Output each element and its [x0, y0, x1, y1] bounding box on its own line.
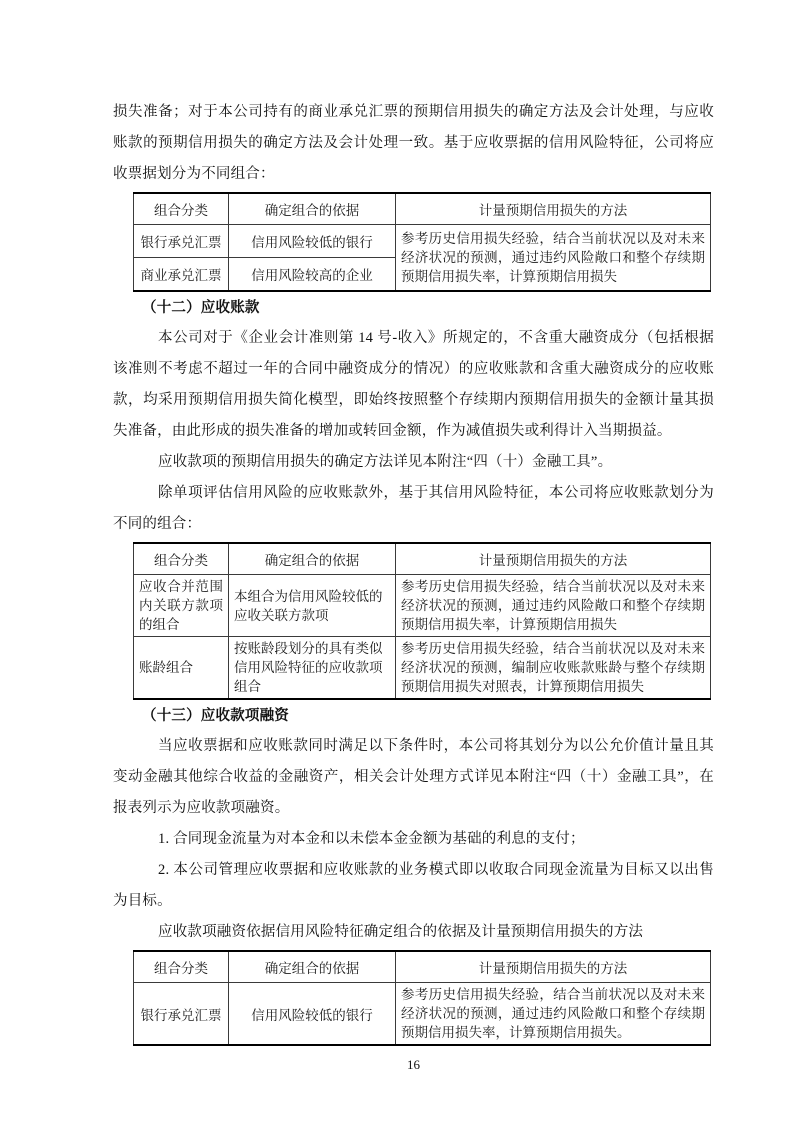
notes-receivable-portfolio-table: [133, 192, 711, 292]
section12-paragraph-1: 本公司对于《企业会计准则第 14 号-收入》所规定的，不含重大融资成分（包括根据该准则不考虑不超过一年的合同中融资成分的情况）的应收账款和含重大融资成分的应收账款，均采用预期信用损失简化模型，即始终按照整个存续期内预期信用损失的金额计量其损失准备，由此形成的损失准备的增加或转回金额，作为减值损失或利得计入当期损益。: [113, 330, 714, 439]
table-header-row: [134, 951, 711, 983]
section12-paragraph-3: 除单项评估信用风险的应收账款外，基于其信用风险特征，本公司将应收账款划分为不同的组合：: [113, 485, 714, 532]
table-header-row: [134, 193, 711, 225]
cell-method: 参考历史信用损失经验，结合当前状况以及对未来经济状况的预测，通过违约风险敞口和整个存续期预期信用损失率，计算预期信用损失: [396, 575, 711, 637]
column-header-category: 组合分类: [134, 543, 229, 575]
cell-category: 应收合并范围内关联方款项的组合: [134, 575, 229, 637]
column-header-basis: 确定组合的依据: [229, 543, 396, 575]
section13-list-item-2: 2. 本公司管理应收票据和应收账款的业务模式即以收取合同现金流量为目标又以出售为目标。: [113, 862, 714, 909]
receivables-financing-portfolio-table: [133, 950, 711, 1046]
cell-method: 参考历史信用损失经验，结合当前状况以及对未来经济状况的预测，通过违约风险敞口和整个存续期预期信用损失率，计算预期信用损失: [396, 225, 711, 292]
cell-basis: 信用风险较低的银行: [229, 983, 396, 1046]
cell-category: 账龄组合: [134, 637, 229, 700]
column-header-basis: 确定组合的依据: [229, 951, 396, 983]
table-row: [134, 225, 711, 258]
table-row: [134, 575, 711, 637]
column-header-method: 计量预期信用损失的方法: [396, 543, 711, 575]
column-header-category: 组合分类: [134, 193, 229, 225]
table-row: [134, 637, 711, 700]
cell-basis: 本组合为信用风险较低的应收关联方款项: [229, 575, 396, 637]
column-header-method: 计量预期信用损失的方法: [396, 193, 711, 225]
paragraph-continued-from-previous-page: 损失准备；对于本公司持有的商业承兑汇票的预期信用损失的确定方法及会计处理，与应收账款的预期信用损失的确定方法及会计处理一致。基于应收票据的信用风险特征，公司将应收票据划分为不同组合：: [113, 104, 714, 182]
section13-paragraph-2: 应收款项融资依据信用风险特征确定组合的依据及计量预期信用损失的方法: [158, 924, 644, 940]
section12-paragraph-2: 应收款项的预期信用损失的确定方法详见本附注“四（十）金融工具”。: [158, 454, 613, 470]
section-heading-12: （十二）应收账款: [142, 300, 260, 316]
table-header-row: [134, 543, 711, 575]
column-header-basis: 确定组合的依据: [229, 193, 396, 225]
cell-method: 参考历史信用损失经验，结合当前状况以及对未来经济状况的预测，编制应收账款账龄与整个存续期预期信用损失对照表，计算预期信用损失: [396, 637, 711, 700]
cell-basis: 按账龄段划分的具有类似信用风险特征的应收款项组合: [229, 637, 396, 700]
table-row: [134, 983, 711, 1046]
page-number: 16: [407, 1057, 420, 1072]
accounts-receivable-portfolio-table: [133, 542, 711, 700]
section-heading-13: （十三）应收款项融资: [142, 708, 289, 724]
cell-basis: 信用风险较高的企业: [229, 258, 396, 292]
cell-basis: 信用风险较低的银行: [229, 225, 396, 258]
column-header-method: 计量预期信用损失的方法: [396, 951, 711, 983]
section13-paragraph-1: 当应收票据和应收账款同时满足以下条件时，本公司将其划分为以公允价值计量且其变动金融其他综合收益的金融资产，相关会计处理方式详见本附注“四（十）金融工具”，在报表列示为应收款项融资。: [113, 738, 714, 816]
column-header-category: 组合分类: [134, 951, 229, 983]
section13-list-item-1: 1. 合同现金流量为对本金和以未偿本金金额为基础的利息的支付；: [158, 831, 585, 847]
cell-method: 参考历史信用损失经验，结合当前状况以及对未来经济状况的预测，通过违约风险敞口和整个存续期预期信用损失率，计算预期信用损失。: [396, 983, 711, 1046]
cell-category: 银行承兑汇票: [134, 983, 229, 1046]
cell-category: 商业承兑汇票: [134, 258, 229, 292]
cell-category: 银行承兑汇票: [134, 225, 229, 258]
